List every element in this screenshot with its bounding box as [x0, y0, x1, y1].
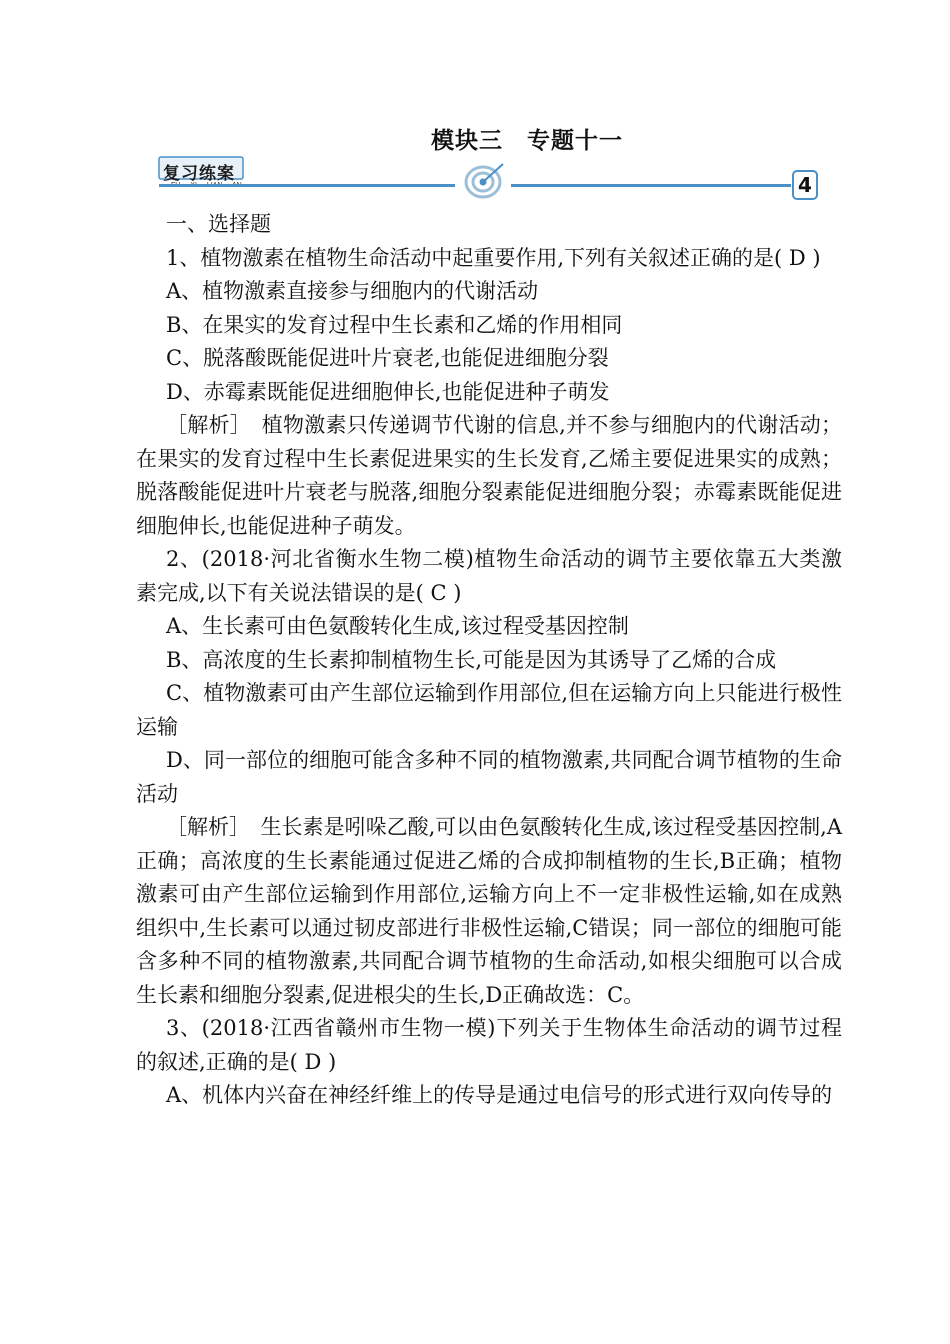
option-3a: A、机体内兴奋在神经纤维上的传导是通过电信号的形式进行双向传导的	[166, 1083, 833, 1107]
question-2: 2、(2018·河北省衡水生物二模)植物生命活动的调节主要依靠五大类激素完成,以下有关说法错误的是( C )	[136, 547, 842, 605]
question-1: 1、植物激素在植物生命活动中起重要作用,下列有关叙述正确的是( D )	[166, 245, 821, 270]
divider-left	[159, 184, 455, 187]
option-2b: B、高浓度的生长素抑制植物生长,可能是因为其诱导了乙烯的合成	[166, 647, 777, 672]
question-3: 3、(2018·江西省赣州市生物一模)下列关于生物体生命活动的调节过程的叙述,正确的是( D )	[136, 1016, 842, 1074]
review-badge	[155, 156, 245, 184]
target-icon	[459, 160, 507, 200]
analysis-1: ［解析］ 植物激素只传递调节代谢的信息,并不参与细胞内的代谢活动；在果实的发育过程中生长素促进果实的生长发育,乙烯主要促进果实的成熟；脱落酸能促进叶片衰老与脱落,细胞分裂素能促进细胞分裂；赤霉素既能促进细胞伸长,也能促进种子萌发。	[136, 413, 842, 538]
option-2d: D、同一部位的细胞可能含多种不同的植物激素,共同配合调节植物的生命活动	[136, 748, 842, 806]
section-banner	[155, 156, 820, 200]
divider-right	[511, 184, 791, 187]
page-title: 模块三 专题十一	[431, 127, 623, 154]
option-1b: B、在果实的发育过程中生长素和乙烯的作用相同	[166, 312, 623, 337]
badge-main-label: 复习练案	[163, 164, 235, 184]
option-1c: C、脱落酸既能促进叶片衰老,也能促进细胞分裂	[166, 346, 609, 370]
option-1a: A、植物激素直接参与细胞内的代谢活动	[166, 279, 539, 303]
analysis-2: ［解析］ 生长素是吲哚乙酸,可以由色氨酸转化生成,该过程受基因控制,A正确；高浓度的生长素能通过促进乙烯的合成抑制植物的生长,B正确；植物激素可由产生部位运输到作用部位,运输方向上不一定非极性运输,如在成熟组织中,生长素可以通过韧皮部进行非极性运输,C错误；同一部位的细胞可能含多种不同的植物激素,共同配合调节植物的生命活动,如根尖细胞可以合成生长素和细胞分裂素,促进根尖的生长,D正确故选：C。	[136, 815, 842, 1007]
page-number-badge: 4	[792, 170, 818, 200]
option-2a: A、生长素可由色氨酸转化生成,该过程受基因控制	[166, 614, 629, 638]
option-2c: C、植物激素可由产生部位运输到作用部位,但在运输方向上只能进行极性运输	[136, 681, 842, 739]
section-heading: 一、选择题	[166, 212, 271, 236]
document-body	[136, 208, 842, 1113]
option-1d: D、赤霉素既能促进细胞伸长,也能促进种子萌发	[166, 379, 610, 404]
